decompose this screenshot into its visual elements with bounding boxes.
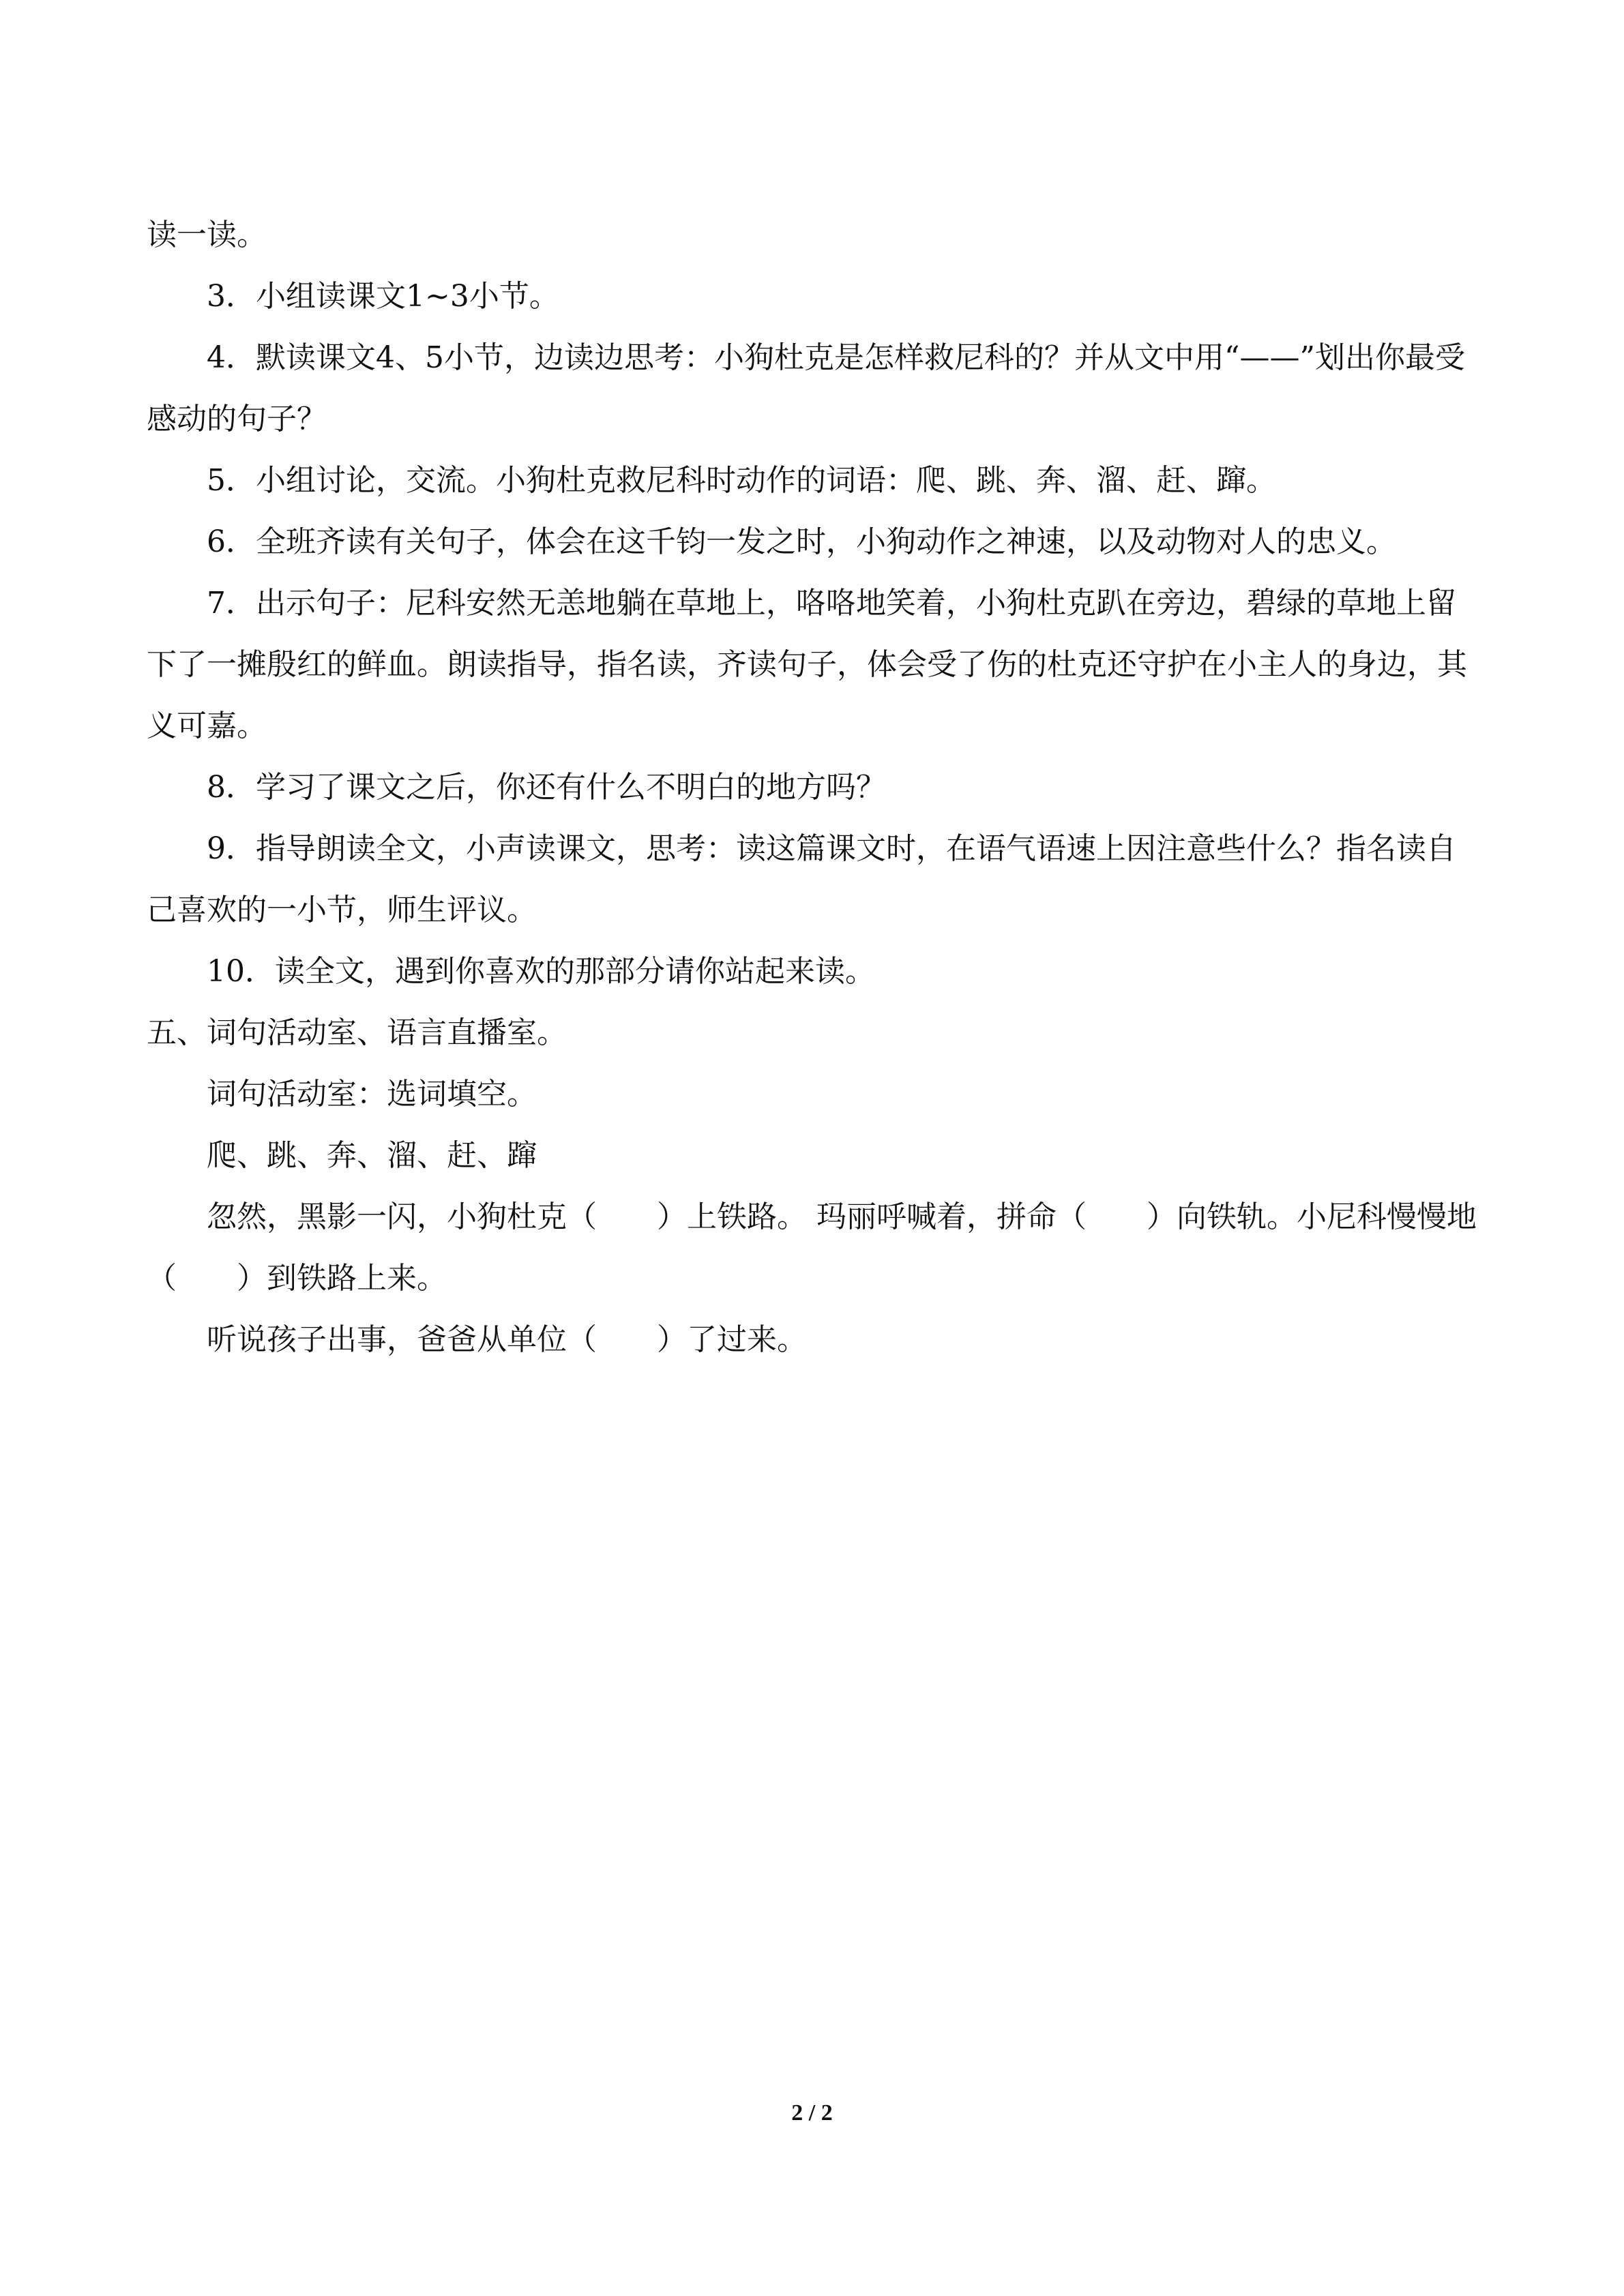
document-body: [147, 205, 1483, 1371]
fill-blank-1: 忽然，黑影一闪，小狗杜克（ ）上铁路。 玛丽呼喊着，拼命（ ）向铁轨。小尼科慢慢地（ ）到铁路上来。: [147, 1199, 1477, 1296]
paragraph-11: 词句活动室：选词填空。: [207, 1077, 537, 1112]
paragraph-1: 读一读。: [147, 218, 267, 252]
paragraph-2: 3．小组读课文1~3小节。: [207, 279, 559, 314]
paragraph-7: 8．学习了课文之后，你还有什么不明白的地方吗？: [207, 770, 886, 805]
paragraph-5: 6．全班齐读有关句子，体会在这千钧一发之时，小狗动作之神速，以及动物对人的忠义。: [207, 524, 1396, 559]
section-heading: 五、词句活动室、语言直播室。: [147, 1015, 567, 1050]
page-number: 2 / 2: [791, 2100, 833, 2126]
word-bank: 爬、跳、奔、溜、赶、蹿: [207, 1138, 537, 1173]
paragraph-3: 4．默读课文4、5小节，边读边思考：小狗杜克是怎样救尼科的？并从文中用“——”划出你最受感动的句子？: [147, 340, 1465, 436]
paragraph-6: 7．出示句子：尼科安然无恙地躺在草地上，咯咯地笑着，小狗杜克趴在旁边，碧绿的草地上留下了一摊殷红的鲜血。朗读指导，指名读，齐读句子，体会受了伤的杜克还守护在小主人的身边，其义可嘉。: [147, 586, 1467, 743]
paragraph-4: 5．小组讨论，交流。小狗杜克救尼科时动作的词语：爬、跳、奔、溜、赶、蹿。: [207, 463, 1276, 498]
paragraph-8: 9．指导朗读全文，小声读课文，思考：读这篇课文时，在语气语速上因注意些什么？指名读自己喜欢的一小节，师生评议。: [147, 831, 1456, 927]
paragraph-9: 10．读全文，遇到你喜欢的那部分请你站起来读。: [207, 954, 875, 989]
fill-blank-2: 听说孩子出事，爸爸从单位（ ）了过来。: [207, 1322, 807, 1357]
